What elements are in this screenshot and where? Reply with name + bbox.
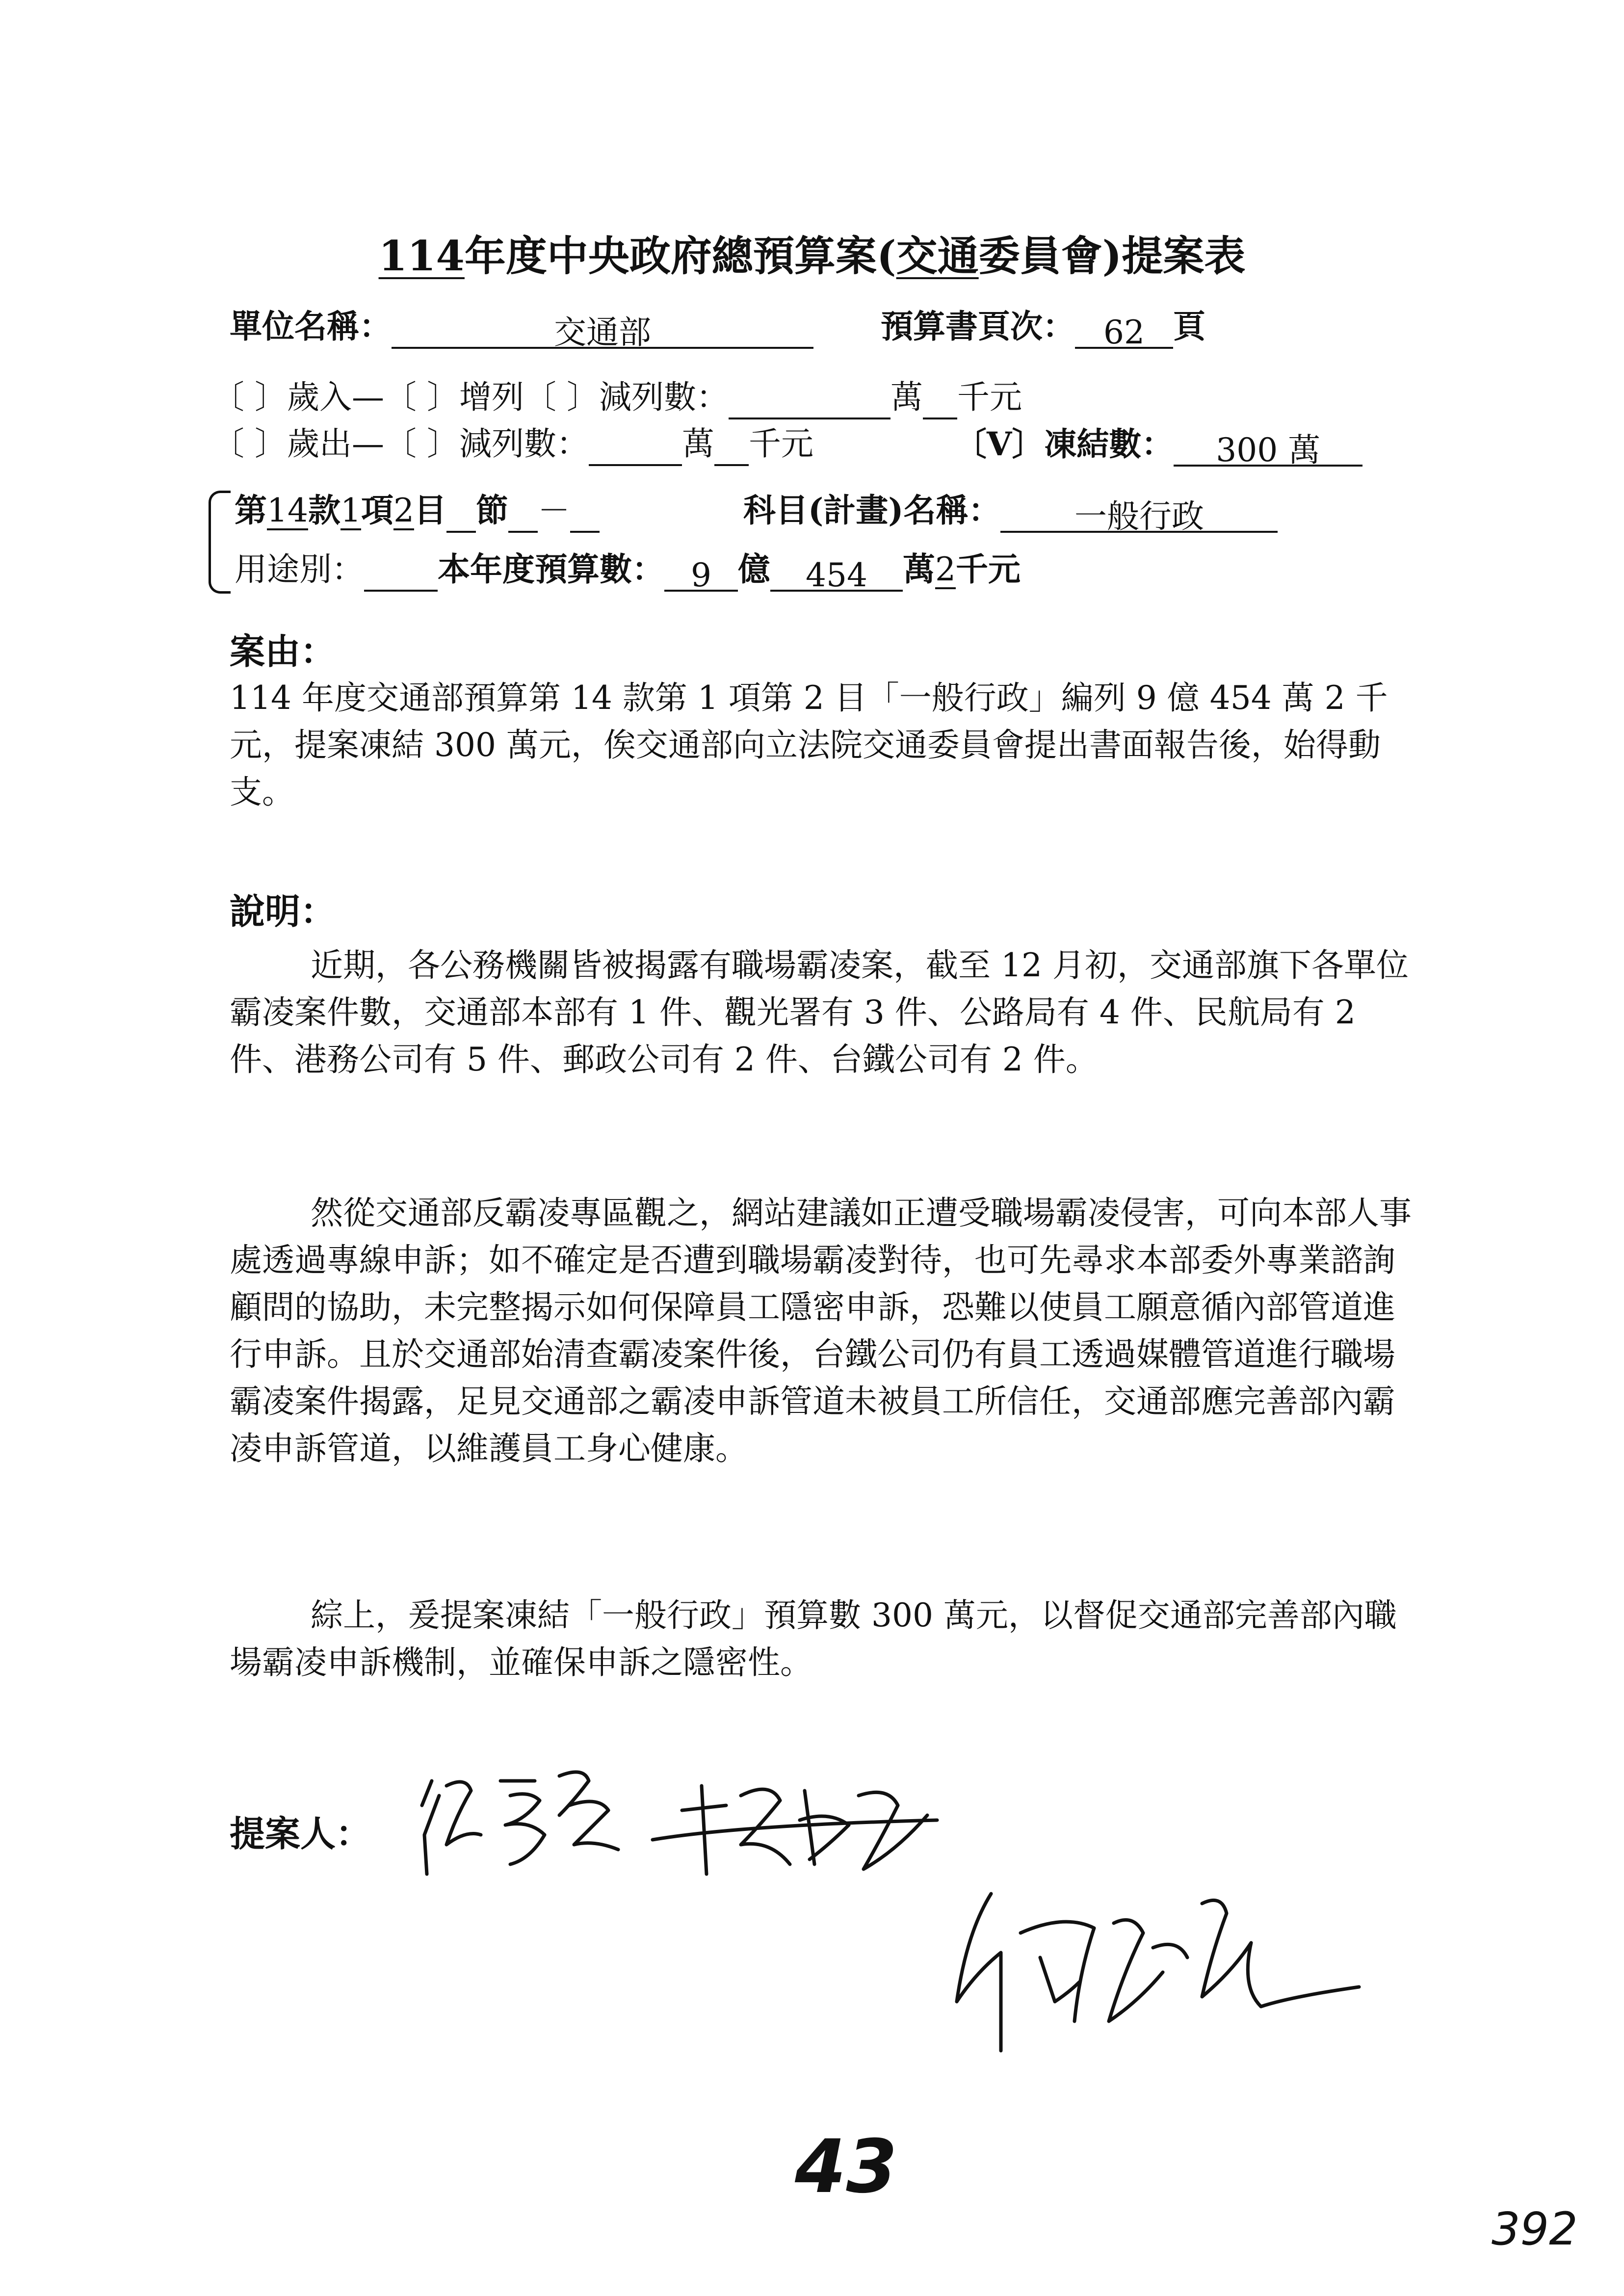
signature-1 bbox=[412, 1761, 638, 1889]
signature-3 bbox=[947, 1874, 1369, 2061]
explanation-paragraph-3: 綜上，爰提案凍結「一般行政」預算數 300 萬元，以督促交通部完善部內職場霸凌申訴機制，並確保申訴之隱密性。 bbox=[230, 1596, 1397, 1681]
revenue-wan-blank bbox=[729, 381, 891, 419]
jie-label: 節 bbox=[475, 491, 508, 529]
revenue-wan: 萬 bbox=[890, 378, 923, 416]
dash-blank-2 bbox=[570, 495, 600, 533]
reason-text: 114 年度交通部預算第 14 款第 1 項第 2 目「一般行政」編列 9 億 454 萬 2 千元，提案凍結 300 萬元，俟交通部向立法院交通委員會提出書面報告後，始得動支。 bbox=[230, 679, 1388, 811]
item-bracket bbox=[209, 491, 231, 594]
kuan-prefix: 第 bbox=[235, 491, 267, 529]
unit-label: 單位名稱： bbox=[230, 307, 392, 345]
signature-2 bbox=[643, 1766, 947, 1894]
corner-number: 392 bbox=[1492, 2203, 1578, 2255]
expenditure-thousand-blank bbox=[714, 428, 749, 466]
budget-page-value: 62 bbox=[1075, 311, 1173, 349]
usage-blank bbox=[364, 553, 438, 592]
xiang-value: 1 bbox=[340, 492, 361, 529]
budget-yi-label: 億 bbox=[738, 550, 770, 588]
usage-row bbox=[235, 547, 1021, 592]
unit-value: 交通部 bbox=[392, 311, 813, 349]
explanation-heading: 說明： bbox=[230, 890, 336, 932]
budget-qian-label: 千元 bbox=[956, 550, 1021, 588]
budget-wan: 454 bbox=[770, 553, 903, 592]
page-number: 43 bbox=[795, 2124, 897, 2210]
expenditure-thousand: 千元 bbox=[748, 425, 813, 463]
dash-blank-1 bbox=[508, 495, 538, 533]
subject-value: 一般行政 bbox=[1000, 495, 1278, 533]
budget-qian: 2 bbox=[935, 550, 956, 588]
budget-page-suffix: 頁 bbox=[1173, 307, 1205, 345]
mu-value: 2 bbox=[393, 492, 414, 529]
freeze-row bbox=[954, 422, 1362, 467]
usage-label: 用途別： bbox=[235, 550, 364, 588]
item-row bbox=[235, 488, 600, 533]
expenditure-wan-blank bbox=[589, 428, 682, 466]
xiang-label: 項 bbox=[361, 491, 393, 529]
explanation-paragraph-1: 近期，各公務機關皆被揭露有職場霸凌案，截至 12 月初，交通部旗下各單位霸凌案件數，交通部本部有 1 件、觀光署有 3 件、公路局有 4 件、民航局有 2 件、港務公司有 5 件、郵政公司有 2 件、台鐵公司有 2 件。 bbox=[230, 946, 1409, 1078]
title-year: 114 bbox=[378, 232, 465, 280]
title-committee: 交通 bbox=[896, 232, 979, 280]
proposer-label: 提案人： bbox=[230, 1813, 371, 1854]
explanation-paragraph-2: 然從交通部反霸凌專區觀之，網站建議如正遭受職場霸凌侵害，可向本部人事處透過專線申訴；如不確定是否遭到職場霸凌對待，也可先尋求本部委外專業諮詢顧問的協助，未完整揭示如何保障員工隱密申訴，恐難以使員工願意循內部管道進行申訴。且於交通部始清查霸凌案件後，台鐵公司仍有員工透過媒體管道進行職場霸凌案件揭露，足見交通部之霸凌申訴管道未被員工所信任，交通部應完善部內霸凌申訴管道，以維護員工身心健康。 bbox=[230, 1194, 1412, 1467]
kuan-label: 款 bbox=[308, 491, 341, 529]
budget-wan-label: 萬 bbox=[903, 550, 935, 588]
budget-page-label: 預算書頁次： bbox=[881, 307, 1075, 345]
expenditure-row bbox=[212, 422, 813, 466]
budget-label: 本年度預算數： bbox=[438, 550, 664, 588]
page-title bbox=[0, 223, 1624, 283]
kuan-value: 14 bbox=[267, 492, 308, 529]
title-end: 委員會)提案表 bbox=[978, 232, 1246, 280]
reason-heading: 案由： bbox=[230, 630, 336, 672]
budget-page-row bbox=[881, 304, 1205, 349]
subject-label: 科目(計畫)名稱： bbox=[743, 491, 1001, 529]
title-main: 年度中央政府總預算案( bbox=[464, 232, 896, 280]
revenue-thousand-blank bbox=[923, 381, 957, 419]
jie-blank bbox=[446, 495, 476, 533]
mu-label: 目 bbox=[414, 491, 446, 529]
freeze-label: 〔V〕凍結數： bbox=[954, 425, 1174, 463]
freeze-value: 300 萬 bbox=[1174, 428, 1362, 467]
subject-row bbox=[743, 488, 1278, 533]
revenue-thousand: 千元 bbox=[957, 378, 1022, 416]
budget-yi: 9 bbox=[664, 553, 738, 592]
expenditure-prefix: 〔 〕歲出—〔 〕減列數： bbox=[212, 425, 589, 463]
unit-row bbox=[230, 304, 813, 349]
item-dash: － bbox=[537, 492, 570, 529]
revenue-prefix: 〔 〕歲入—〔 〕增列〔 〕減列數： bbox=[212, 378, 729, 416]
expenditure-wan: 萬 bbox=[681, 425, 714, 463]
revenue-row bbox=[212, 375, 1022, 419]
